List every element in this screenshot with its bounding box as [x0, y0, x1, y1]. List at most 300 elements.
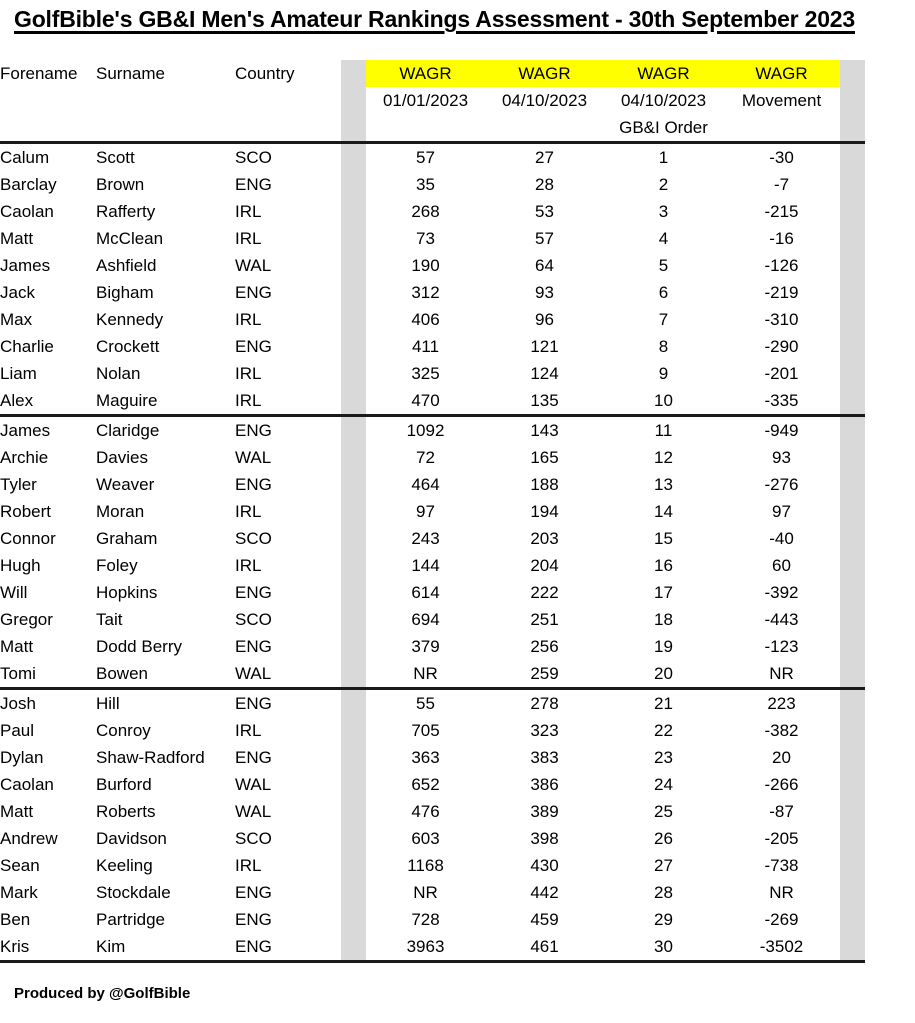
table-right-margin: [865, 114, 915, 143]
player-surname: Bigham: [96, 283, 154, 302]
player-country: ENG: [235, 910, 272, 929]
player-forename: Calum: [0, 148, 50, 167]
table-right-margin: [865, 717, 915, 744]
movement-value: -7: [773, 175, 790, 194]
wagr-oct-value: 124: [530, 364, 559, 383]
player-surname: Crockett: [96, 337, 160, 356]
table-right-margin: [865, 933, 915, 962]
spacer-band-right: [840, 143, 865, 172]
player-forename: Liam: [0, 364, 37, 383]
player-country: SCO: [235, 610, 272, 629]
player-country: WAL: [235, 775, 272, 794]
table-row: [0, 660, 915, 689]
table-right-margin: [865, 225, 915, 252]
table-row: [0, 717, 915, 744]
player-country: WAL: [235, 448, 272, 467]
movement-value: -738: [764, 856, 799, 875]
spacer-band-right: [840, 279, 865, 306]
spacer-band-right: [840, 360, 865, 387]
spacer-band-right: [840, 660, 865, 689]
wagr-jan-value: 614: [411, 583, 440, 602]
wagr-oct-value: 194: [530, 502, 559, 521]
player-surname: Tait: [96, 610, 123, 629]
player-forename: Connor: [0, 529, 56, 548]
wagr-oct-value: 188: [530, 475, 559, 494]
gbi-order-value: 26: [654, 829, 673, 848]
table-right-margin: [865, 744, 915, 771]
player-surname: Burford: [96, 775, 152, 794]
wagr-jan-value: 1092: [406, 421, 445, 440]
movement-value: -443: [764, 610, 799, 629]
gbi-order-value: 13: [654, 475, 673, 494]
player-forename: Sean: [0, 856, 40, 875]
spacer-band-left: [341, 933, 366, 962]
spacer-band-right: [840, 717, 865, 744]
player-surname: Foley: [96, 556, 138, 575]
wagr-oct-value: 28: [535, 175, 554, 194]
gbi-order-value: 6: [658, 283, 669, 302]
movement-value: 93: [772, 448, 791, 467]
wagr-jan-value: NR: [366, 660, 485, 689]
spacer-band-left: [341, 552, 366, 579]
wagr-oct-value: 96: [535, 310, 554, 329]
player-forename: Matt: [0, 802, 34, 821]
gbi-order-value: 15: [654, 529, 673, 548]
player-country: WAL: [235, 256, 272, 275]
gbi-order-value: 14: [654, 502, 673, 521]
gbi-order-value: 17: [654, 583, 673, 602]
movement-value: -290: [764, 337, 799, 356]
gbi-order-value: 2: [658, 175, 669, 194]
wagr-jan-value: 406: [411, 310, 440, 329]
spacer-band-left: [341, 471, 366, 498]
player-forename: Barclay: [0, 175, 57, 194]
player-surname: Graham: [96, 529, 158, 548]
wagr-jan-value: 268: [411, 202, 440, 221]
spacer-band-left: [341, 717, 366, 744]
player-country: IRL: [235, 229, 262, 248]
table-right-margin: [865, 360, 915, 387]
spacer-band-left: [341, 579, 366, 606]
player-forename: Matt: [0, 637, 34, 656]
column-header-forename: Forename: [0, 64, 78, 83]
table-right-margin: [865, 471, 915, 498]
spacer-band-right: [840, 87, 865, 114]
wagr-oct-value: 461: [485, 933, 604, 962]
player-forename: Paul: [0, 721, 35, 740]
player-forename: Archie: [0, 448, 49, 467]
header-row-secondary: [0, 87, 915, 114]
wagr-jan-value: 470: [366, 387, 485, 416]
player-surname: Maguire: [96, 387, 235, 416]
table-row: [0, 798, 915, 825]
spacer-band-left: [341, 444, 366, 471]
player-surname: Keeling: [96, 856, 153, 875]
player-forename: Jack: [0, 283, 35, 302]
wagr-oct-value: 53: [535, 202, 554, 221]
player-forename: James: [0, 421, 51, 440]
movement-value: 20: [772, 748, 791, 767]
spacer-band-left: [341, 143, 366, 172]
spacer-band-left: [341, 879, 366, 906]
table-row: [0, 933, 915, 962]
spacer-band-left: [341, 333, 366, 360]
player-surname: Hill: [96, 694, 120, 713]
player-surname: Stockdale: [96, 883, 171, 902]
table-row: [0, 906, 915, 933]
table-row: [0, 771, 915, 798]
player-forename: Kris: [0, 933, 96, 962]
movement-value: -949: [764, 421, 799, 440]
spacer-band-right: [840, 579, 865, 606]
table-row: [0, 387, 915, 416]
table-header: [0, 60, 915, 143]
player-surname: Claridge: [96, 421, 160, 440]
wagr-oct-value: 121: [530, 337, 559, 356]
player-country: IRL: [235, 364, 262, 383]
movement-value: -382: [764, 721, 799, 740]
spacer-band-left: [341, 525, 366, 552]
movement-value: -310: [764, 310, 799, 329]
table-right-margin: [865, 633, 915, 660]
player-forename: Alex: [0, 387, 96, 416]
table-right-margin: [865, 444, 915, 471]
wagr-oct-value: 222: [530, 583, 559, 602]
spacer-band-right: [840, 525, 865, 552]
movement-value: 223: [767, 694, 796, 713]
player-surname: Moran: [96, 502, 145, 521]
table-right-margin: [865, 60, 915, 87]
player-country: ENG: [235, 475, 272, 494]
column-header-gbi-order-extra: GB&I Order: [604, 114, 723, 143]
player-forename: Josh: [0, 694, 36, 713]
table-right-margin: [865, 879, 915, 906]
table-right-margin: [865, 416, 915, 445]
column-header-wagr-jan-extra: [366, 114, 485, 143]
table-right-margin: [865, 252, 915, 279]
player-surname: Davies: [96, 448, 148, 467]
player-forename: Charlie: [0, 337, 54, 356]
movement-value: -276: [764, 475, 799, 494]
gbi-order-value: 29: [654, 910, 673, 929]
gbi-order-value: 28: [654, 883, 673, 902]
column-header-wagr-oct-top: WAGR: [485, 60, 604, 87]
spacer-band-left: [341, 387, 366, 416]
spacer-band-right: [840, 387, 865, 416]
wagr-oct-value: 459: [530, 910, 559, 929]
spacer-band-left: [341, 798, 366, 825]
gbi-order-value: 19: [654, 637, 673, 656]
table-right-margin: [865, 87, 915, 114]
spacer-band-right: [840, 689, 865, 718]
rankings-table-wrapper: [0, 60, 915, 963]
wagr-jan-value: 325: [411, 364, 440, 383]
spacer-band-left: [341, 416, 366, 445]
table-right-margin: [865, 689, 915, 718]
rankings-table: [0, 60, 915, 963]
player-surname: Kennedy: [96, 310, 164, 329]
spacer-band-left: [341, 606, 366, 633]
wagr-jan-value: 312: [411, 283, 440, 302]
column-header-movement-label: Movement: [741, 91, 822, 110]
spacer-band-left: [341, 852, 366, 879]
spacer-band-right: [840, 852, 865, 879]
player-forename: Caolan: [0, 202, 54, 221]
table-row: [0, 279, 915, 306]
table-right-margin: [865, 306, 915, 333]
movement-value: -201: [764, 364, 799, 383]
wagr-jan-value: 652: [411, 775, 440, 794]
gbi-order-value: 25: [654, 802, 673, 821]
movement-value: -87: [769, 802, 794, 821]
wagr-jan-value: 411: [411, 337, 440, 356]
player-country: IRL: [235, 556, 262, 575]
wagr-oct-value: 386: [530, 775, 559, 794]
spacer-band-left: [341, 279, 366, 306]
wagr-jan-value: 603: [411, 829, 440, 848]
table-row: [0, 825, 915, 852]
movement-value: -335: [723, 387, 840, 416]
wagr-jan-value: 1168: [407, 856, 444, 875]
wagr-jan-value: 705: [411, 721, 440, 740]
wagr-jan-value: 144: [411, 556, 440, 575]
column-header-surname: Surname: [96, 64, 165, 83]
wagr-oct-value: 256: [530, 637, 559, 656]
table-right-margin: [865, 660, 915, 689]
table-row: [0, 852, 915, 879]
spacer-band-right: [840, 633, 865, 660]
movement-value: -40: [769, 529, 794, 548]
spacer-band-left: [341, 825, 366, 852]
table-row: [0, 333, 915, 360]
gbi-order-value: 20: [604, 660, 723, 689]
player-forename: Max: [0, 310, 33, 329]
header-row-tertiary: [0, 114, 915, 143]
player-forename: Caolan: [0, 775, 54, 794]
table-right-margin: [865, 579, 915, 606]
player-country: ENG: [235, 337, 272, 356]
table-row: [0, 416, 915, 445]
spacer-band-left: [341, 744, 366, 771]
player-surname: McClean: [96, 229, 164, 248]
player-forename: Mark: [0, 883, 38, 902]
spacer-band-left: [341, 306, 366, 333]
spacer-band-right: [840, 933, 865, 962]
wagr-jan-value: 3963: [366, 933, 485, 962]
gbi-order-value: 4: [658, 229, 669, 248]
table-row: [0, 306, 915, 333]
wagr-oct-value: 27: [535, 148, 554, 167]
table-row: [0, 143, 915, 172]
player-country: WAL: [235, 802, 272, 821]
wagr-jan-value: 55: [416, 694, 435, 713]
spacer-band-right: [840, 498, 865, 525]
gbi-order-value: 24: [654, 775, 673, 794]
wagr-jan-value: 694: [411, 610, 440, 629]
table-right-margin: [865, 771, 915, 798]
spacer-band-right: [840, 252, 865, 279]
movement-value: NR: [769, 883, 794, 902]
movement-value: -126: [764, 256, 799, 275]
movement-value: -266: [764, 775, 799, 794]
player-surname: Weaver: [96, 475, 155, 494]
table-row: [0, 498, 915, 525]
spacer-band-right: [840, 771, 865, 798]
movement-value: NR: [723, 660, 840, 689]
movement-value: -205: [764, 829, 799, 848]
header-spacer-forename: [0, 87, 96, 114]
spacer-band-right: [840, 744, 865, 771]
table-row: [0, 879, 915, 906]
table-right-margin: [865, 333, 915, 360]
spacer-band-left: [341, 633, 366, 660]
player-surname: Rafferty: [96, 202, 156, 221]
player-country: ENG: [235, 933, 341, 962]
player-country: IRL: [235, 721, 262, 740]
column-header-gbi-order-top: WAGR: [604, 60, 723, 87]
gbi-order-value: 12: [654, 448, 673, 467]
movement-value: -269: [764, 910, 799, 929]
spacer-band-right: [840, 606, 865, 633]
spacer-band-right: [840, 444, 865, 471]
player-forename: Matt: [0, 229, 34, 248]
player-surname: Partridge: [96, 910, 165, 929]
player-forename: Hugh: [0, 556, 41, 575]
table-row: [0, 360, 915, 387]
table-right-margin: [865, 798, 915, 825]
gbi-order-value: 1: [658, 148, 669, 167]
gbi-order-value: 8: [658, 337, 669, 356]
column-header-wagr-oct-date: 04/10/2023: [501, 91, 588, 110]
table-right-margin: [865, 498, 915, 525]
gbi-order-value: 7: [658, 310, 669, 329]
column-header-wagr-jan-top: WAGR: [366, 60, 485, 87]
gbi-order-value: 27: [654, 856, 673, 875]
spacer-band-left: [341, 660, 366, 689]
wagr-jan-value: 464: [411, 475, 440, 494]
header-spacer-surname: [96, 87, 235, 114]
player-surname: Kim: [96, 933, 235, 962]
spacer-band-left: [341, 60, 366, 87]
spacer-band-right: [840, 471, 865, 498]
spacer-band-left: [341, 225, 366, 252]
movement-value: -392: [764, 583, 799, 602]
player-surname: Bowen: [96, 660, 235, 689]
player-country: WAL: [235, 660, 341, 689]
column-header-wagr-jan-date: 01/01/2023: [382, 91, 469, 110]
table-right-margin: [865, 198, 915, 225]
movement-value: -215: [764, 202, 799, 221]
header-spacer-forename-2: [0, 114, 96, 143]
movement-value: -219: [764, 283, 799, 302]
page-title: GolfBible's GB&I Men's Amateur Rankings Assessment - 30th September 2023: [14, 6, 855, 32]
player-forename: Tomi: [0, 660, 96, 689]
spacer-band-left: [341, 171, 366, 198]
wagr-jan-value: 57: [416, 148, 435, 167]
header-row-primary: [0, 60, 915, 87]
footer-credit: Produced by @GolfBible: [14, 985, 191, 1002]
column-header-wagr-oct-extra: [485, 114, 604, 143]
player-forename: Tyler: [0, 475, 37, 494]
wagr-oct-value: 389: [530, 802, 559, 821]
wagr-jan-value: 35: [416, 175, 435, 194]
movement-value: -123: [764, 637, 799, 656]
player-forename: Ben: [0, 910, 31, 929]
gbi-order-value: 9: [658, 364, 669, 383]
table-right-margin: [865, 825, 915, 852]
table-row: [0, 198, 915, 225]
player-forename: James: [0, 256, 51, 275]
spacer-band-right: [840, 306, 865, 333]
spacer-band-right: [840, 114, 865, 143]
player-country: ENG: [235, 883, 272, 902]
spacer-band-left: [341, 198, 366, 225]
gbi-order-value: 16: [654, 556, 673, 575]
table-right-margin: [865, 906, 915, 933]
wagr-oct-value: 251: [530, 610, 559, 629]
table-right-margin: [865, 387, 915, 416]
wagr-oct-value: 442: [530, 883, 559, 902]
wagr-oct-value: 143: [530, 421, 559, 440]
wagr-oct-value: 398: [530, 829, 559, 848]
player-surname: Scott: [96, 148, 135, 167]
wagr-oct-value: 204: [530, 556, 559, 575]
gbi-order-value: 3: [658, 202, 669, 221]
movement-value: -16: [769, 229, 794, 248]
player-surname: Davidson: [96, 829, 167, 848]
movement-value: -30: [769, 148, 794, 167]
wagr-jan-value: 728: [411, 910, 440, 929]
player-surname: Roberts: [96, 802, 156, 821]
player-country: ENG: [235, 694, 272, 713]
spacer-band-right: [840, 552, 865, 579]
player-country: IRL: [235, 502, 262, 521]
gbi-order-value: 30: [604, 933, 723, 962]
gbi-order-value: 21: [654, 694, 673, 713]
wagr-jan-value: 379: [411, 637, 440, 656]
gbi-order-value: 10: [604, 387, 723, 416]
table-row: [0, 252, 915, 279]
table-row: [0, 633, 915, 660]
player-country: IRL: [235, 202, 262, 221]
player-country: IRL: [235, 310, 262, 329]
spacer-band-right: [840, 198, 865, 225]
movement-value: -3502: [723, 933, 840, 962]
spacer-band-right: [840, 225, 865, 252]
spacer-band-right: [840, 798, 865, 825]
table-row: [0, 579, 915, 606]
movement-value: 97: [772, 502, 791, 521]
table-row: [0, 225, 915, 252]
wagr-jan-value: 243: [411, 529, 440, 548]
column-header-country: Country: [235, 64, 295, 83]
table-row: [0, 552, 915, 579]
player-country: ENG: [235, 748, 272, 767]
spacer-band-right: [840, 906, 865, 933]
wagr-jan-value: 363: [411, 748, 440, 767]
movement-value: 60: [772, 556, 791, 575]
spacer-band-right: [840, 333, 865, 360]
spacer-band-left: [341, 689, 366, 718]
gbi-order-value: 11: [654, 421, 673, 440]
column-header-movement-extra: [723, 114, 840, 143]
gbi-order-value: 5: [658, 256, 669, 275]
spacer-band-right: [840, 825, 865, 852]
spacer-band-right: [840, 416, 865, 445]
wagr-oct-value: 383: [530, 748, 559, 767]
table-right-margin: [865, 525, 915, 552]
wagr-oct-value: 64: [535, 256, 554, 275]
